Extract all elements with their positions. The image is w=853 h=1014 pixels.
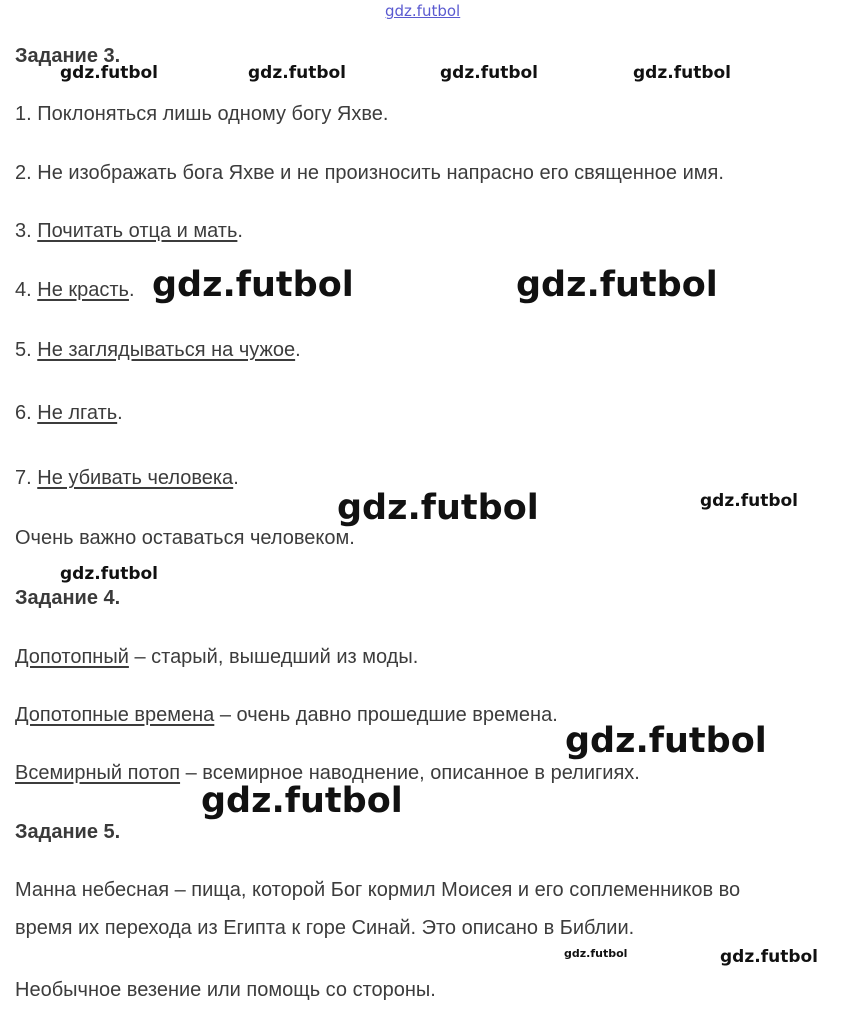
- item-number: 5.: [15, 339, 38, 361]
- watermark-top: gdz.futbol: [385, 2, 461, 20]
- watermark: gdz.futbol: [152, 265, 354, 305]
- task4-item-1: [15, 645, 418, 669]
- task3-item-1: [15, 102, 388, 126]
- item-text: Не изображать бога Яхве и не произносить напрасно его священное имя.: [37, 162, 724, 184]
- task3-item-4: [15, 278, 135, 302]
- watermark: gdz.futbol: [248, 63, 346, 83]
- item-punct: .: [233, 467, 239, 489]
- task5-heading: Задание 5.: [15, 821, 121, 843]
- item-punct: .: [295, 339, 301, 361]
- item-underlined-text: Не красть: [37, 279, 129, 301]
- watermark: gdz.futbol: [700, 491, 798, 511]
- task5-line-3: Необычное везение или помощь со стороны.: [15, 979, 436, 1001]
- item-number: 7.: [15, 467, 38, 489]
- task4-heading: Задание 4.: [15, 587, 121, 609]
- item-punct: .: [117, 402, 123, 424]
- task3-item-6: [15, 401, 123, 425]
- watermark: gdz.futbol: [633, 63, 731, 83]
- item-punct: .: [128, 279, 135, 301]
- task5-line-2: время их перехода из Египта к горе Синай. Это описано в Библии.: [15, 917, 635, 939]
- definition: – старый, вышедший из моды.: [128, 646, 419, 668]
- item-number: 3.: [15, 220, 38, 242]
- watermark: gdz.futbol: [60, 564, 158, 584]
- watermark: gdz.futbol: [564, 947, 628, 960]
- item-number: 2.: [15, 162, 38, 184]
- item-underlined-text: Не заглядываться на чужое: [37, 339, 296, 361]
- watermark: gdz.futbol: [337, 488, 539, 528]
- item-text: Поклоняться лишь одному богу Яхве.: [37, 103, 389, 125]
- watermark: gdz.futbol: [201, 781, 403, 821]
- term: Всемирный потоп: [15, 762, 181, 784]
- item-underlined-text: Почитать отца и мать: [37, 220, 238, 242]
- watermark: gdz.futbol: [60, 63, 158, 83]
- term: Допотопный: [15, 646, 129, 668]
- task5-line-1: Манна небесная – пища, которой Бог кормил Моисея и его соплеменников во: [15, 879, 741, 901]
- item-number: 4.: [15, 279, 38, 301]
- task3-heading: Задание 3.: [15, 45, 121, 67]
- item-number: 1.: [15, 103, 38, 125]
- definition: – всемирное наводнение, описанное в религиях.: [180, 762, 640, 784]
- item-number: 6.: [15, 402, 38, 424]
- task3-conclusion: Очень важно оставаться человеком.: [15, 527, 355, 549]
- term: Допотопные времена: [15, 704, 215, 726]
- watermark: gdz.futbol: [516, 265, 718, 305]
- item-underlined-text: Не лгать: [37, 402, 118, 424]
- task3-item-5: [15, 338, 301, 362]
- item-punct: .: [237, 220, 243, 242]
- watermark: gdz.futbol: [565, 721, 767, 761]
- definition: – очень давно прошедшие времена.: [214, 704, 558, 726]
- task3-item-7: [15, 466, 239, 490]
- task3-item-2: [15, 161, 724, 185]
- watermark: gdz.futbol: [720, 947, 818, 967]
- task3-item-3: [15, 219, 243, 243]
- item-underlined-text: Не убивать человека: [37, 467, 234, 489]
- watermark: gdz.futbol: [440, 63, 538, 83]
- task4-item-2: [15, 703, 558, 727]
